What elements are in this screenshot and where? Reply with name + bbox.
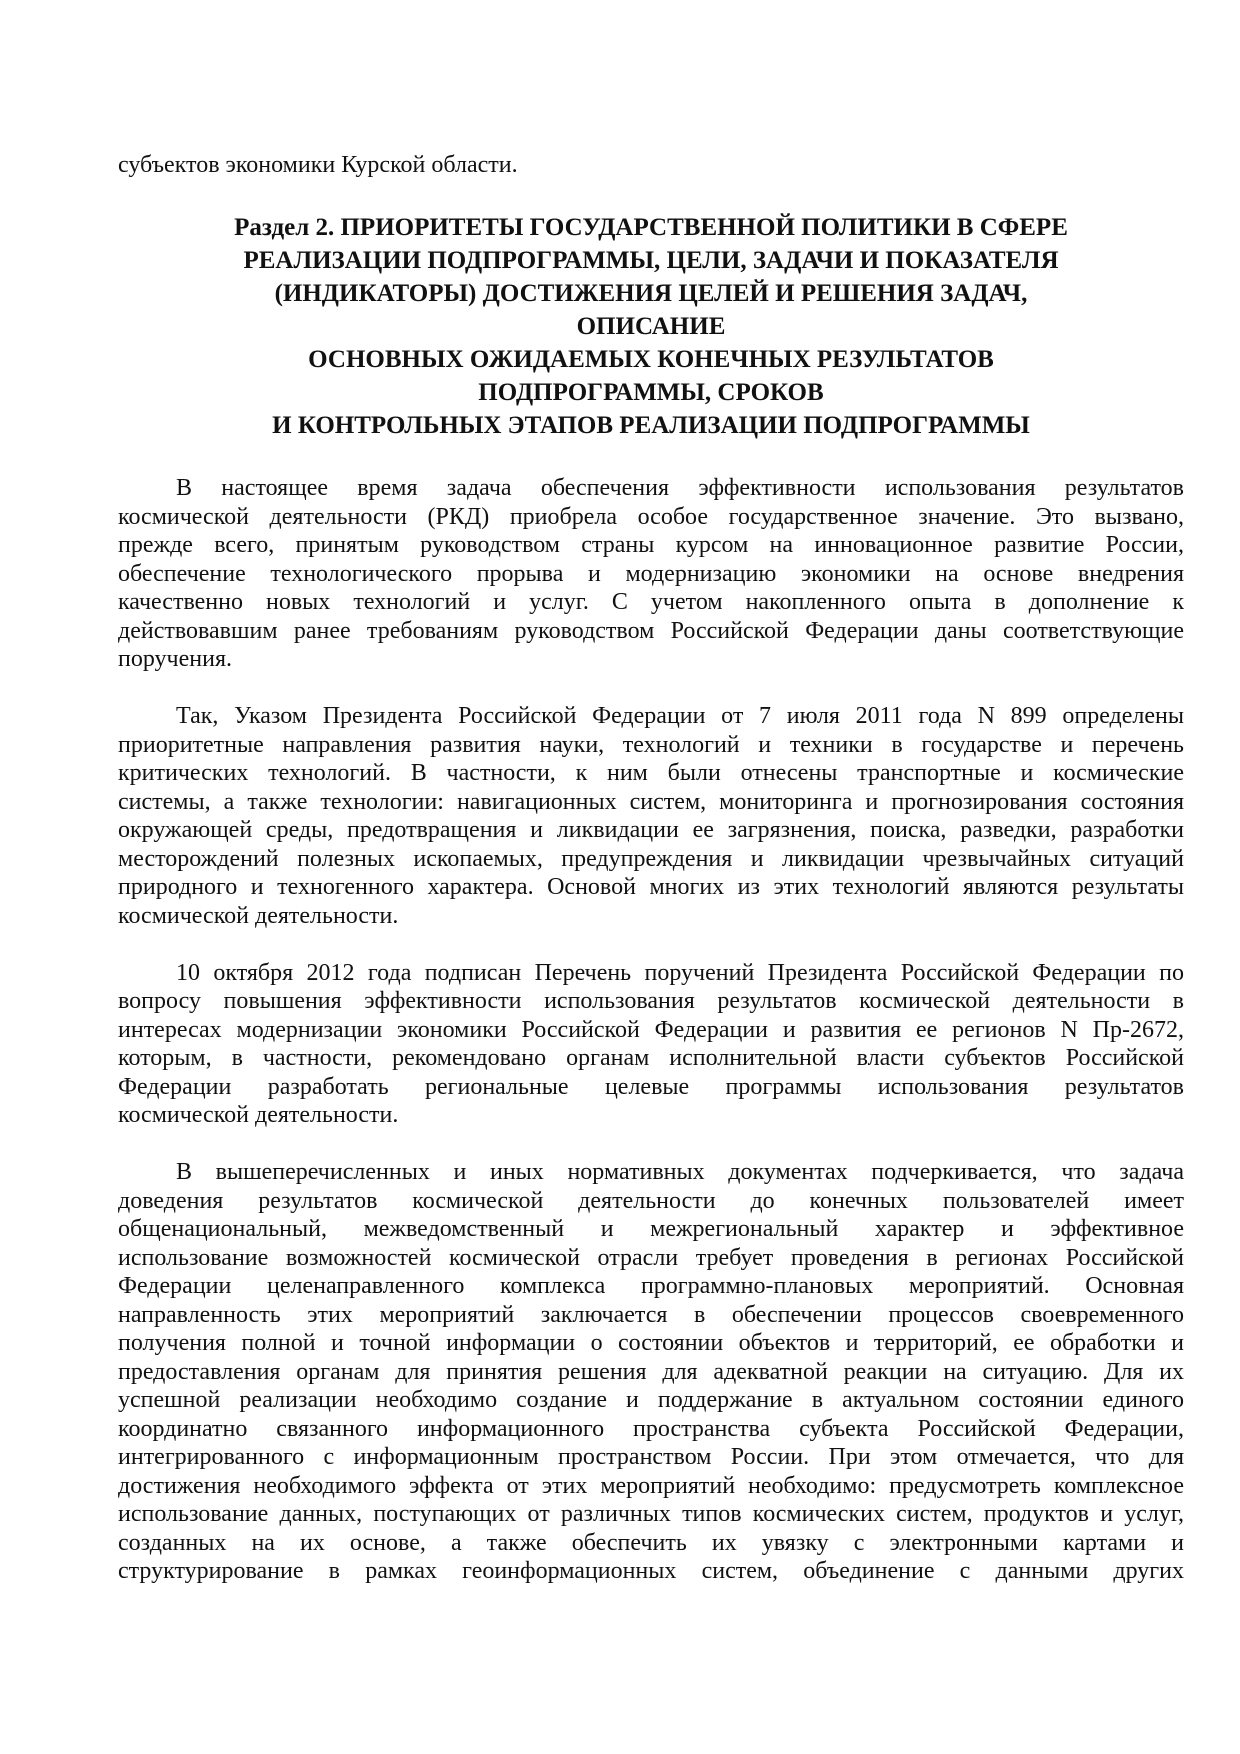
- text-line: общенациональный, межведомственный и межрегиональный характер и эффективное: [118, 1216, 1184, 1242]
- text-line: 10 октября 2012 года подписан Перечень поручений Президента Российской Федерации по: [176, 959, 1184, 986]
- text-line: космической деятельности.: [118, 1102, 399, 1128]
- title-line: ОПИСАНИЕ: [576, 313, 726, 340]
- text-line: направленность этих мероприятий заключается в обеспечении процессов своевременного: [118, 1301, 1184, 1328]
- text-line: Так, Указом Президента Российской Федерации от 7 июля 2011 года N 899 определены: [176, 703, 1184, 729]
- text-line: субъектов экономики Курской области.: [118, 152, 518, 178]
- text-line: координатно связанного информационного пространства субъекта Российской Федерации,: [118, 1415, 1184, 1442]
- text-line: предоставления органам для принятия решения для адекватной реакции на ситуацию. Для их: [118, 1358, 1184, 1385]
- text-line: вопросу повышения эффективности использования результатов космической деятельности в: [118, 988, 1184, 1014]
- text-line: доведения результатов космической деятельности до конечных пользователей имеет: [118, 1187, 1184, 1214]
- text-line: Федерации разработать региональные целевые программы использования результатов: [118, 1073, 1184, 1100]
- text-line: Федерации целенаправленного комплекса программно-плановых мероприятий. Основная: [118, 1273, 1184, 1299]
- paragraph: [118, 474, 1184, 674]
- document-body: [118, 474, 1184, 1614]
- paragraph: [118, 1158, 1184, 1586]
- text-line: В настоящее время задача обеспечения эффективности использования результатов: [176, 475, 1184, 501]
- title-line: (ИНДИКАТОРЫ) ДОСТИЖЕНИЯ ЦЕЛЕЙ И РЕШЕНИЯ ЗАДАЧ,: [274, 280, 1028, 307]
- text-line: прежде всего, принятым руководством страны курсом на инновационное развитие России,: [118, 532, 1184, 558]
- title-line: И КОНТРОЛЬНЫХ ЭТАПОВ РЕАЛИЗАЦИИ ПОДПРОГРАММЫ: [272, 412, 1030, 439]
- text-line: космической деятельности (РКД) приобрела особое государственное значение. Это вызвано,: [118, 503, 1184, 530]
- text-line: системы, а также технологии: навигационных систем, мониторинга и прогнозирования состояния: [118, 788, 1184, 815]
- intro-text: [118, 151, 1184, 180]
- text-line: космической деятельности.: [118, 902, 399, 929]
- title-line: ПОДПРОГРАММЫ, СРОКОВ: [478, 379, 824, 406]
- text-line: успешной реализации необходимо создание и поддержание в актуальном состоянии единого: [118, 1387, 1184, 1413]
- title-line: Раздел 2. ПРИОРИТЕТЫ ГОСУДАРСТВЕННОЙ ПОЛИТИКИ В СФЕРЕ: [234, 214, 1068, 241]
- text-line: В вышеперечисленных и иных нормативных документах подчеркивается, что задача: [176, 1159, 1184, 1185]
- text-line: действовавшим ранее требованиям руководством Российской Федерации даны соответствующие: [118, 617, 1184, 644]
- paragraph: [118, 702, 1184, 930]
- text-line: созданных на их основе, а также обеспечить их увязку с электронными картами и: [118, 1529, 1184, 1556]
- text-line: природного и техногенного характера. Основой многих из этих технологий являются результаты: [118, 874, 1184, 900]
- text-line: обеспечение технологического прорыва и модернизацию экономики на основе внедрения: [118, 560, 1184, 587]
- title-line: РЕАЛИЗАЦИИ ПОДПРОГРАММЫ, ЦЕЛИ, ЗАДАЧИ И ПОКАЗАТЕЛЯ: [243, 247, 1059, 274]
- text-line: которым, в частности, рекомендовано органам исполнительной власти субъектов Российской: [118, 1045, 1184, 1071]
- title-line: ОСНОВНЫХ ОЖИДАЕМЫХ КОНЕЧНЫХ РЕЗУЛЬТАТОВ: [308, 346, 994, 373]
- text-line: использование данных, поступающих от различных типов космических систем, продуктов и услуг,: [118, 1501, 1184, 1527]
- text-line: получения полной и точной информации о состоянии объектов и территорий, ее обработки и: [118, 1330, 1184, 1356]
- text-line: качественно новых технологий и услуг. С учетом накопленного опыта в дополнение к: [118, 589, 1184, 615]
- text-line: окружающей среды, предотвращения и ликвидации ее загрязнения, поиска, разведки, разработки: [118, 817, 1184, 843]
- paragraph: [118, 959, 1184, 1130]
- text-line: интегрированного с информационным пространством России. При этом отмечается, что для: [118, 1444, 1184, 1470]
- text-line: использование возможностей космической отрасли требует проведения в регионах Российской: [118, 1244, 1184, 1271]
- text-line: достижения необходимого эффекта от этих мероприятий необходимо: предусмотреть комплексное: [118, 1472, 1184, 1499]
- section-title: [118, 211, 1184, 442]
- text-line: месторождений полезных ископаемых, предупреждения и ликвидации чрезвычайных ситуаций: [118, 845, 1184, 872]
- text-line: структурирование в рамках геоинформационных систем, объединение с данными других: [118, 1558, 1184, 1584]
- text-line: поручения.: [118, 646, 232, 672]
- text-line: критических технологий. В частности, к ним были отнесены транспортные и космические: [118, 760, 1184, 786]
- text-line: приоритетные направления развития науки, технологий и техники в государстве и перечень: [118, 731, 1184, 758]
- text-line: интересах модернизации экономики Российской Федерации и развития ее регионов N Пр-2672,: [118, 1016, 1184, 1043]
